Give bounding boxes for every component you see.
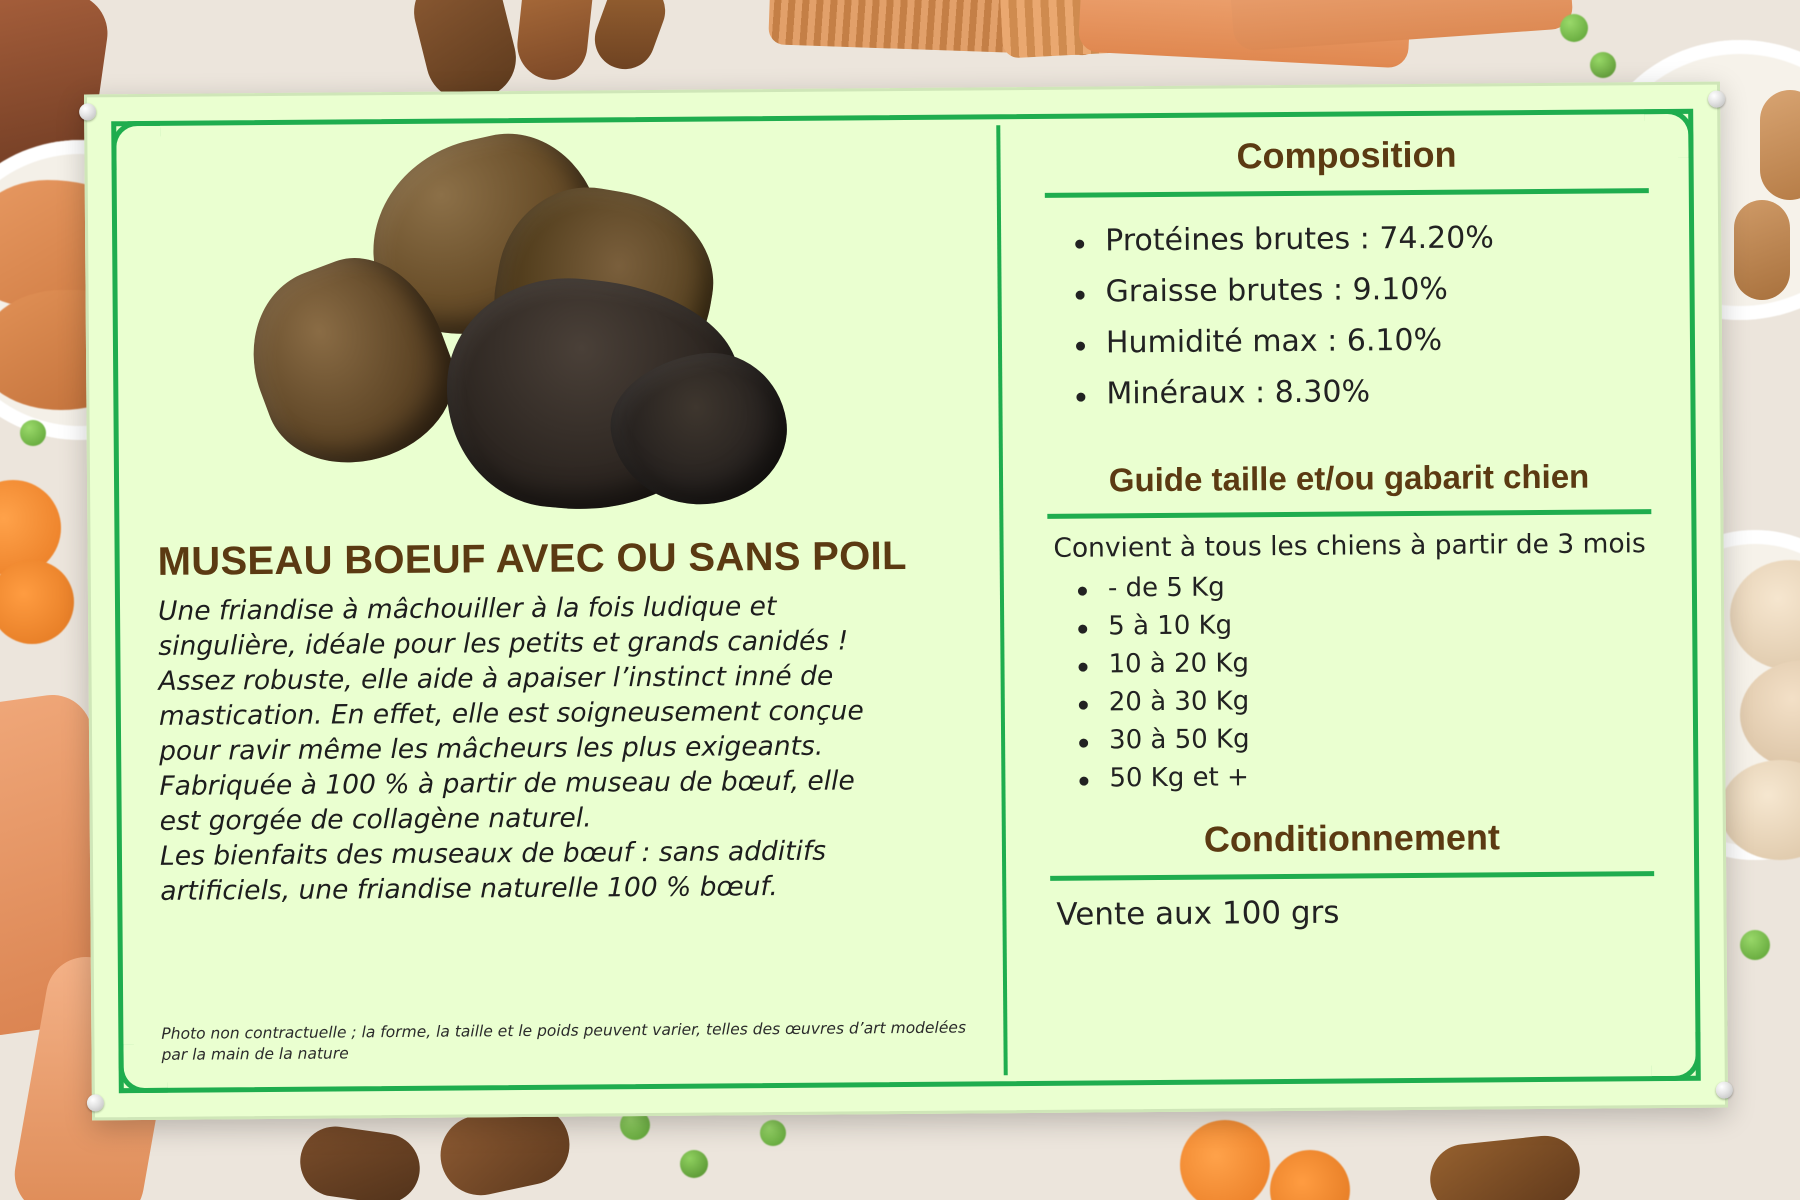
photo-disclaimer: Photo non contractuelle ; la forme, la taille et le poids peuvent varier, telles des œuvres d’art modelées par la main de la nature xyxy=(161,1018,967,1064)
size-guide-list xyxy=(1064,569,1654,794)
bg-dried-meat-strip xyxy=(586,0,673,78)
card-columns xyxy=(116,114,1696,1088)
size-guide-intro: Convient à tous les chiens à partir de 3 mois xyxy=(1053,528,1646,564)
bg-biscuit xyxy=(1760,90,1800,200)
product-info-card xyxy=(84,82,1728,1121)
product-photo xyxy=(144,127,975,533)
list-item: Protéines brutes : 74.20% xyxy=(1061,219,1649,259)
screw-decoration xyxy=(1708,91,1725,108)
composition-heading: Composition xyxy=(1236,133,1457,177)
bg-pea xyxy=(1560,14,1588,42)
specs-column xyxy=(1000,114,1696,1081)
list-item: Humidité max : 6.10% xyxy=(1062,321,1650,361)
bg-carrot-slice xyxy=(1270,1150,1350,1200)
packaging-rule xyxy=(1050,871,1654,881)
packaging-value: Vente aux 100 grs xyxy=(1056,894,1340,933)
screw-decoration xyxy=(79,103,96,120)
size-guide-heading: Guide taille et/ou gabarit chien xyxy=(1108,457,1590,499)
screw-decoration xyxy=(1716,1082,1733,1099)
description-line: artificiels, une friandise naturelle 100 % bœuf. xyxy=(160,870,778,907)
product-description xyxy=(158,589,968,910)
list-item: Graisse brutes : 9.10% xyxy=(1061,270,1649,310)
bg-pea xyxy=(20,420,46,446)
description-line: singulière, idéale pour les petits et grands canidés ! xyxy=(158,625,849,662)
list-item: - de 5 Kg xyxy=(1064,569,1652,604)
bg-carrot-slice xyxy=(0,560,74,644)
product-column xyxy=(116,119,1004,1088)
list-item: 10 à 20 Kg xyxy=(1064,645,1652,680)
list-item: 50 Kg et + xyxy=(1065,759,1653,794)
list-item: 5 à 10 Kg xyxy=(1064,607,1652,642)
bg-dried-meat-strip xyxy=(296,1122,425,1200)
bg-biscuit xyxy=(1734,200,1790,300)
bg-pea xyxy=(1740,930,1770,960)
bg-dried-meat-strip xyxy=(1427,1132,1583,1200)
description-line: est gorgée de collagène naturel. xyxy=(159,802,592,837)
bg-pea xyxy=(680,1150,708,1178)
list-item: Minéraux : 8.30% xyxy=(1062,372,1650,412)
composition-list xyxy=(1061,219,1650,412)
screw-decoration xyxy=(87,1094,104,1111)
description-line: Fabriquée à 100 % à partir de museau de bœuf, elle xyxy=(159,765,855,802)
bg-dried-meat-strip xyxy=(514,0,596,83)
list-item: 30 à 50 Kg xyxy=(1065,721,1653,756)
description-line: Assez robuste, elle aide à apaiser l’instinct inné de xyxy=(158,660,834,697)
packaging-heading: Conditionnement xyxy=(1203,816,1501,860)
description-line: Les bienfaits des museaux de bœuf : sans additifs xyxy=(159,835,827,872)
bg-pea xyxy=(760,1120,786,1146)
description-line: Une friandise à mâchouiller à la fois ludique et xyxy=(157,591,777,627)
bg-carrot-slice xyxy=(1180,1120,1270,1200)
size-guide-rule xyxy=(1047,509,1651,519)
list-item: 20 à 30 Kg xyxy=(1065,683,1653,718)
page-title: MUSEAU BOEUF AVEC OU SANS POIL xyxy=(157,533,907,584)
composition-rule xyxy=(1045,188,1649,198)
description-line: pour ravir même les mâcheurs les plus exigeants. xyxy=(159,730,824,767)
description-line: mastication. En effet, elle est soigneusement conçue xyxy=(158,695,864,732)
bg-pea xyxy=(1590,52,1616,78)
card-inner-frame xyxy=(111,109,1701,1093)
